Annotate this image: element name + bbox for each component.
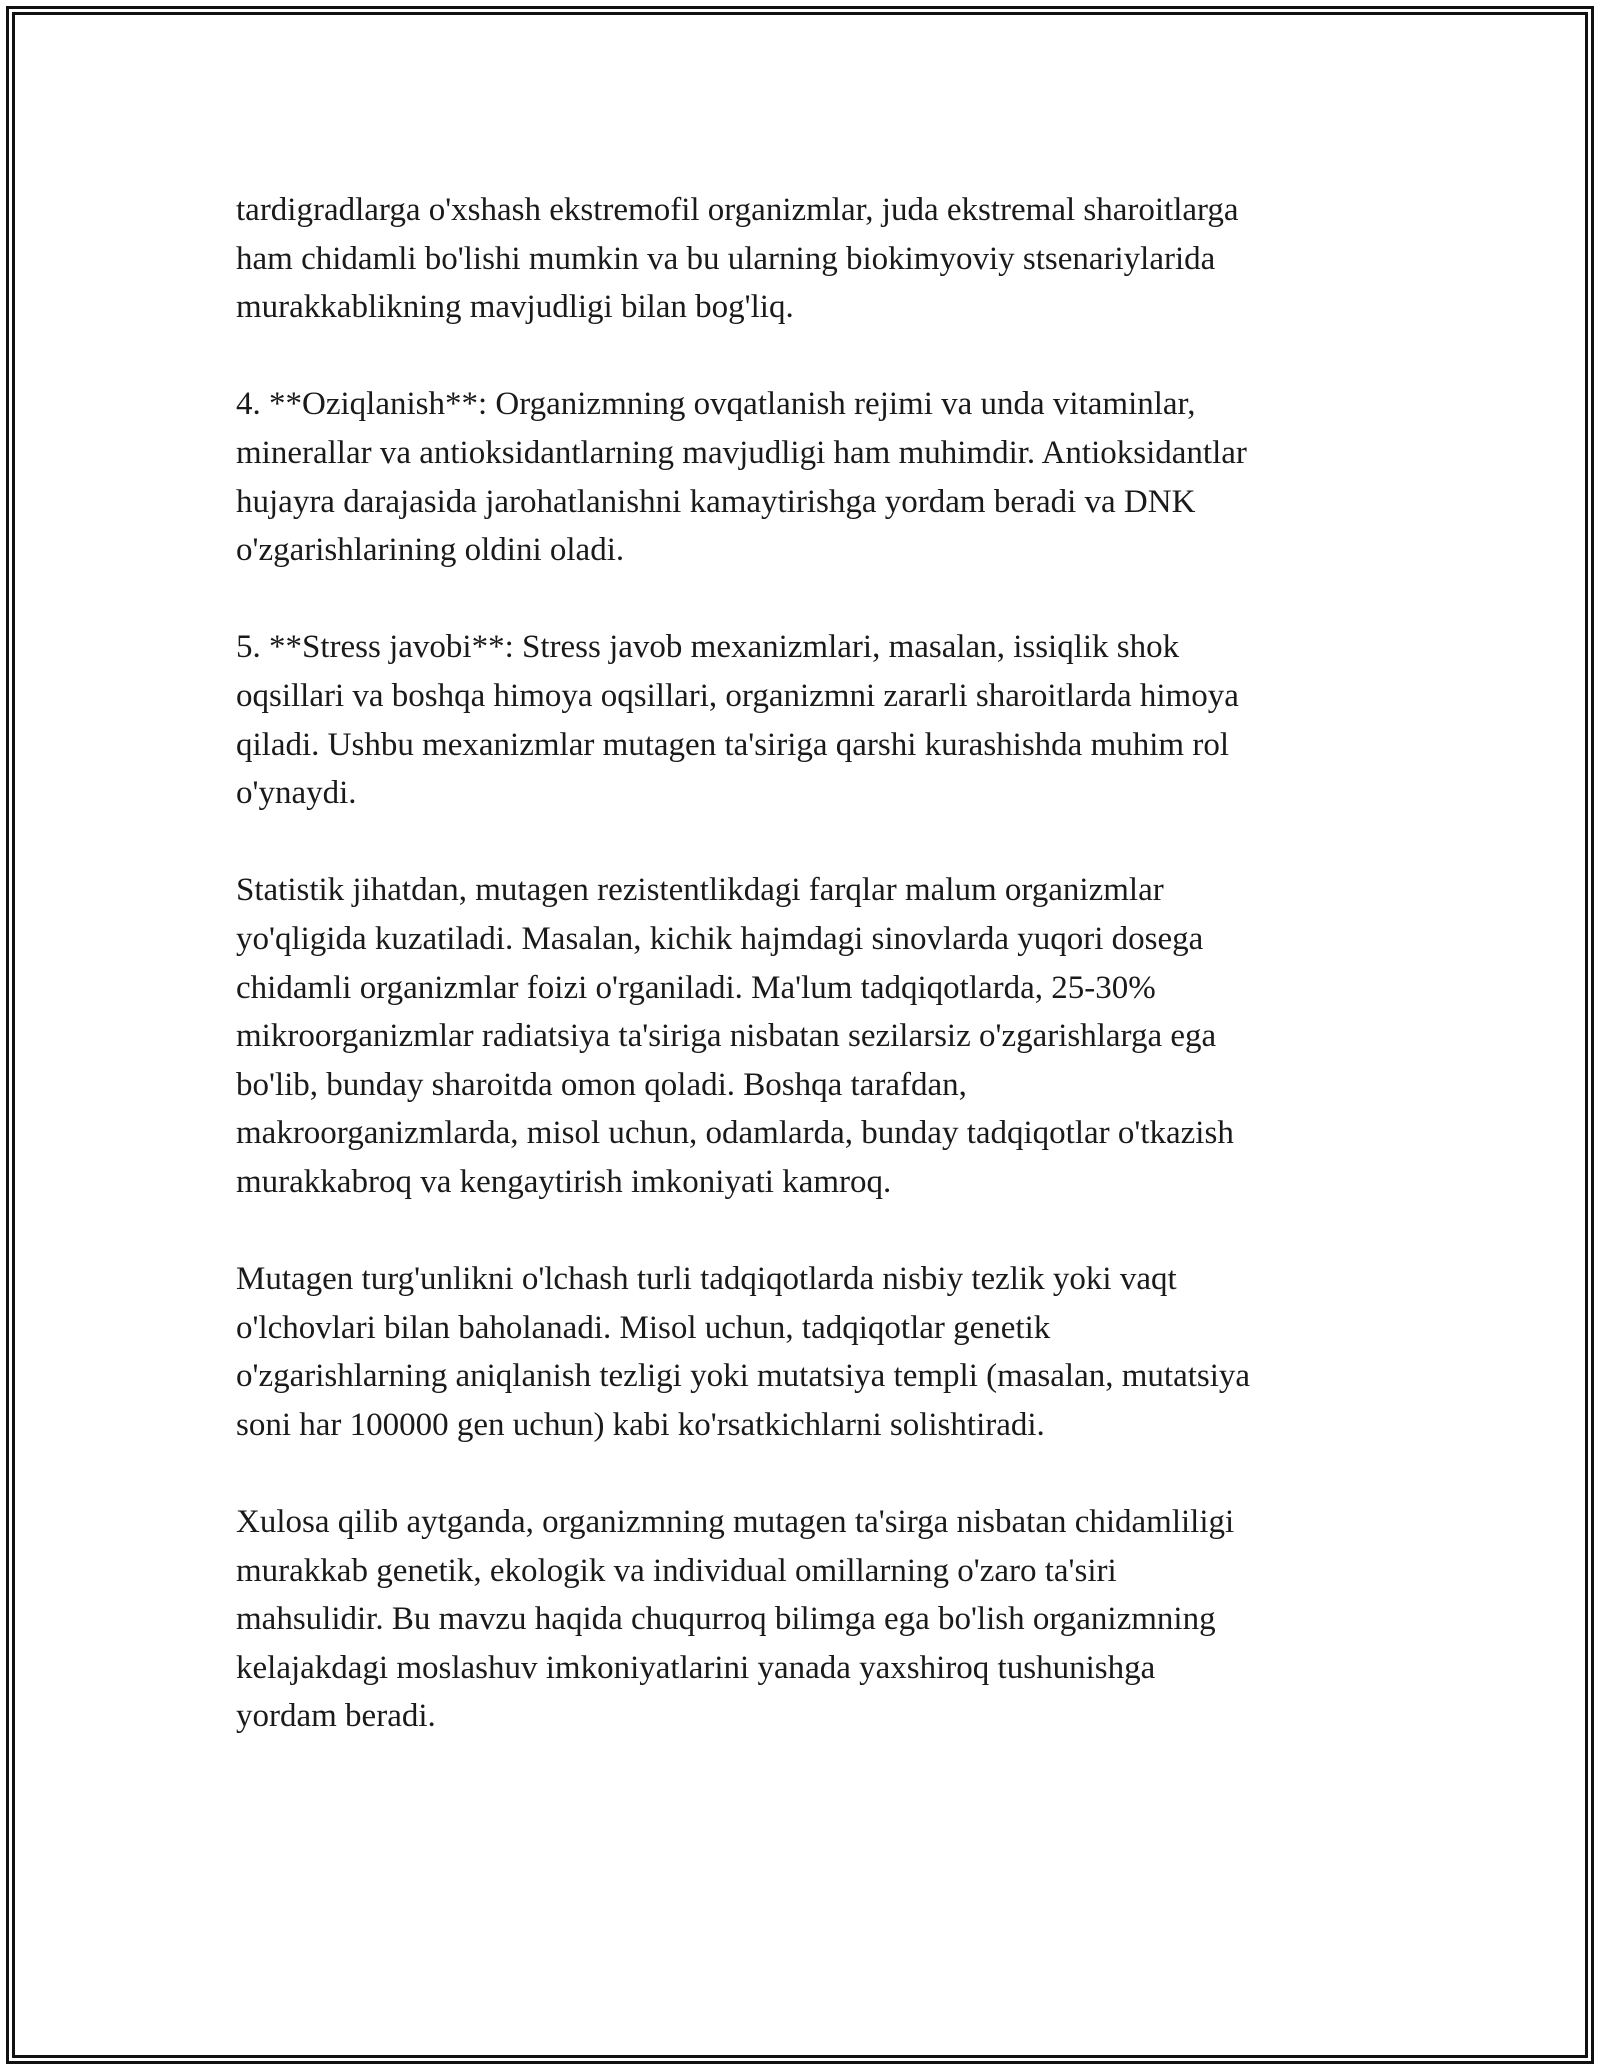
text-line: qiladi. Ushbu mexanizmlar mutagen ta'siriga qarshi kurashishda muhim rol: [236, 726, 1229, 763]
text-line: Statistik jihatdan, mutagen rezistentlikdagi farqlar malum organizmlar: [236, 872, 1164, 909]
text-line: yordam beradi.: [236, 1698, 436, 1735]
paragraph-conclusion: [236, 1498, 1386, 1741]
paragraph-stress-response: [236, 623, 1386, 817]
text-line: ham chidamli bo'lishi mumkin va bu ularning biokimyoviy stsenariylarida: [236, 240, 1216, 277]
text-line: murakkab genetik, ekologik va individual omillarning o'zaro ta'siri: [236, 1552, 1117, 1589]
text-line: yo'qligida kuzatiladi. Masalan, kichik hajmdagi sinovlarda yuqori dosega: [236, 920, 1204, 957]
text-line: o'zgarishlarning aniqlanish tezligi yoki mutatsiya templi (masalan, mutatsiya: [236, 1358, 1251, 1395]
text-line: Mutagen turg'unlikni o'lchash turli tadqiqotlarda nisbiy tezlik yoki vaqt: [236, 1261, 1177, 1298]
text-line: mikroorganizmlar radiatsiya ta'siriga nisbatan sezilarsiz o'zgarishlarga ega: [236, 1018, 1217, 1055]
document-body: [236, 186, 1386, 1790]
paragraph-statistics: [236, 866, 1386, 1206]
paragraph-nutrition: [236, 380, 1386, 574]
text-line: Xulosa qilib aytganda, organizmning mutagen ta'sirga nisbatan chidamliligi: [236, 1504, 1235, 1541]
paragraph-measurement: [236, 1255, 1386, 1449]
text-line: murakkabroq va kengaytirish imkoniyati kamroq.: [236, 1163, 892, 1200]
text-line: oqsillari va boshqa himoya oqsillari, organizmni zararli sharoitlarda himoya: [236, 677, 1239, 714]
text-line: hujayra darajasida jarohatlanishni kamaytirishga yordam beradi va DNK: [236, 483, 1196, 520]
text-line: 4. **Oziqlanish**: Organizmning ovqatlanish rejimi va unda vitaminlar,: [236, 386, 1196, 423]
text-line: tardigradlarga o'xshash ekstremofil organizmlar, juda ekstremal sharoitlarga: [236, 192, 1239, 228]
text-line: bo'lib, bunday sharoitda omon qoladi. Boshqa tarafdan,: [236, 1066, 967, 1103]
text-line: 5. **Stress javobi**: Stress javob mexanizmlari, masalan, issiqlik shok: [236, 629, 1180, 666]
text-line: chidamli organizmlar foizi o'rganiladi. Ma'lum tadqiqotlarda, 25-30%: [236, 969, 1156, 1006]
text-line: makroorganizmlarda, misol uchun, odamlarda, bunday tadqiqotlar o'tkazish: [236, 1115, 1234, 1152]
text-line: mahsulidir. Bu mavzu haqida chuqurroq bilimga ega bo'lish organizmning: [236, 1601, 1216, 1638]
text-line: o'lchovlari bilan baholanadi. Misol uchun, tadqiqotlar genetik: [236, 1309, 1051, 1346]
text-line: minerallar va antioksidantlarning mavjudligi ham muhimdir. Antioksidantlar: [236, 434, 1247, 471]
text-line: soni har 100000 gen uchun) kabi ko'rsatkichlarni solishtiradi.: [236, 1406, 1045, 1443]
text-line: o'zgarishlarining oldini oladi.: [236, 532, 625, 569]
text-line: o'ynaydi.: [236, 775, 357, 812]
text-line: kelajakdagi moslashuv imkoniyatlarini yanada yaxshiroq tushunishga: [236, 1649, 1156, 1686]
text-line: murakkablikning mavjudligi bilan bog'liq.: [236, 289, 794, 326]
paragraph-extremophiles: [236, 186, 1386, 332]
